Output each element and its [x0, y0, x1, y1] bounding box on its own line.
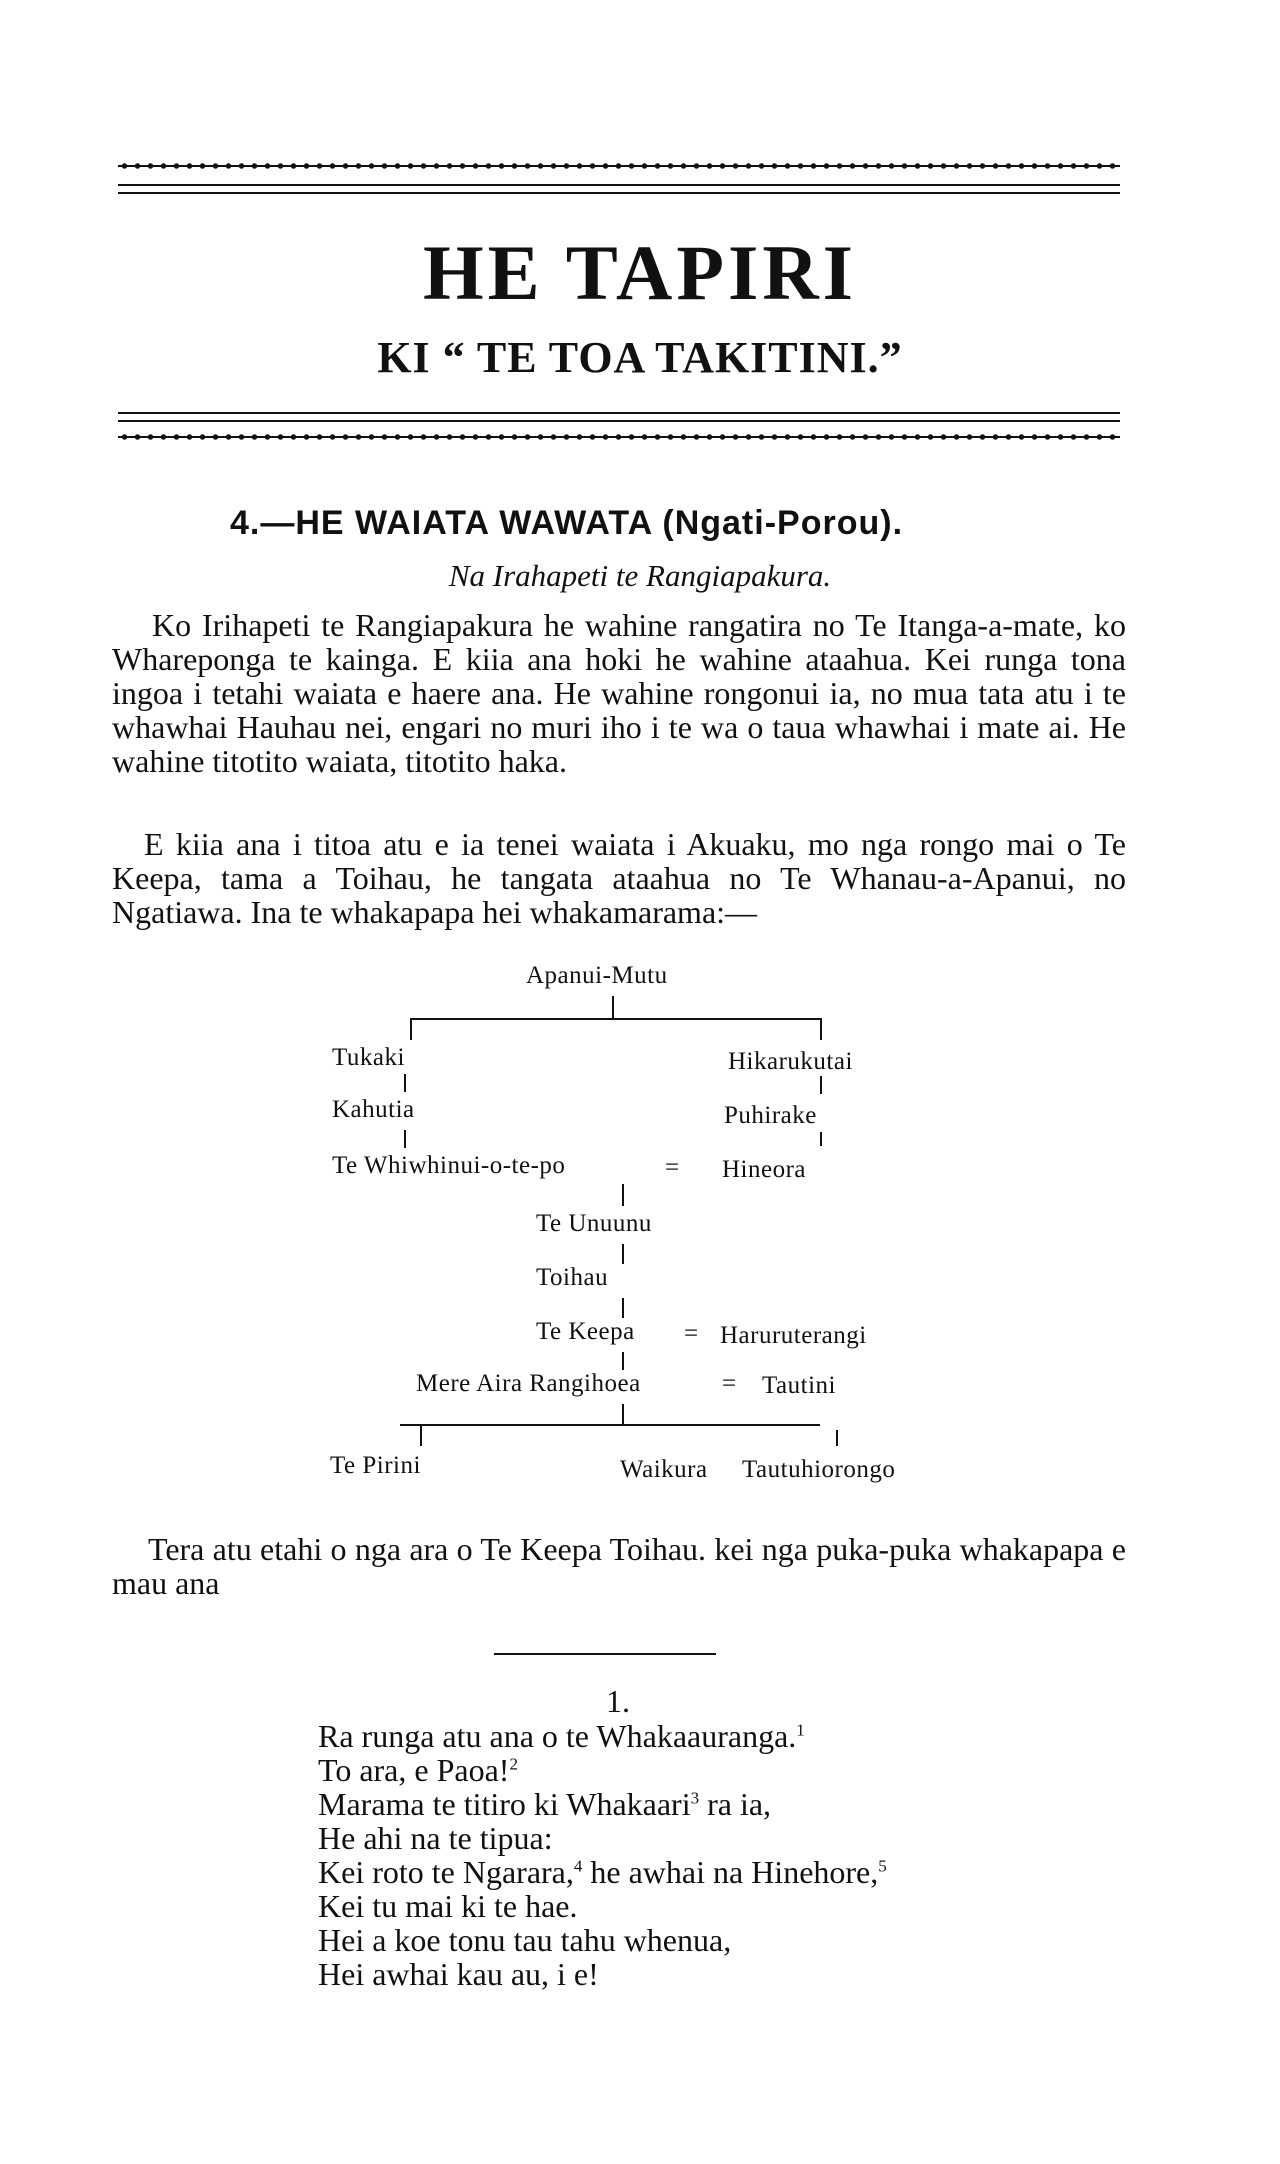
section-heading: 4.—HE WAIATA WAWATA (Ngati-Porou). — [230, 504, 904, 542]
verse-text: Kei tu mai ki te hae. — [318, 1888, 578, 1924]
gen-line — [404, 1074, 406, 1092]
context-paragraph: E kiia ana i titoa atu e ia tenei waiata i Akuaku, mo nga rongo mai o Te Keepa, tama a Toihau, he tangata ataahua no Te Whanau-a-Apanui, no Ngatiawa. Ina te whakapapa hei whakamarama:— — [112, 826, 1126, 930]
bottom-ornament-rule — [118, 433, 1120, 441]
verse-line — [318, 1855, 887, 1889]
gen-line — [820, 1132, 822, 1146]
top-rule-2 — [118, 192, 1120, 194]
top-rule-1 — [118, 184, 1120, 186]
verse-text: Hei a koe tonu tau tahu whenua, — [318, 1922, 732, 1958]
gen-right-2: Puhirake — [724, 1102, 817, 1129]
verse-text: He ahi na te tipua: — [318, 1820, 553, 1856]
gen-line — [820, 1018, 822, 1040]
gen-line — [410, 1018, 822, 1020]
stanza-number: 1. — [606, 1683, 630, 1719]
gen-line — [622, 1298, 624, 1318]
verse-line — [318, 1889, 887, 1923]
verse-text: Marama te titiro ki Whakaari — [318, 1786, 691, 1822]
gen-line — [410, 1018, 412, 1040]
gen-right-1: Hikarukutai — [728, 1048, 853, 1075]
verse-text: Kei roto te Ngarara, — [318, 1854, 574, 1890]
gen-descent-3: Te Keepa — [536, 1318, 635, 1345]
intro-paragraph: Ko Irihapeti te Rangiapakura he wahine rangatira no Te Itanga-a-mate, ko Whareponga te kainga. E kiia ana hoki he wahine ataahua. Kei runga tona ingoa i tetahi waiata e haere ana. He wahine rongonui ia, no mua tata atu i te whawhai Hauhau nei, engari no muri iho i te wa o taua whawhai i mate ai. He wahine titotito waiata, titotito haka. — [112, 607, 1126, 779]
bottom-rule-1 — [118, 412, 1120, 414]
footnote-mark: 1 — [796, 1720, 805, 1740]
bottom-rule-2 — [118, 420, 1120, 422]
gen-spouse-2: Tautini — [762, 1372, 836, 1399]
verse-line — [318, 1787, 887, 1821]
verse-text: ra ia, — [699, 1786, 772, 1822]
footnote-mark: 4 — [573, 1856, 583, 1876]
gen-left-1: Tukaki — [332, 1044, 405, 1071]
gen-spouse-1: Haruruterangi — [720, 1322, 867, 1349]
closing-paragraph: Tera atu etahi o nga ara o Te Keepa Toihau. kei nga puka-puka whakapapa e mau ana — [112, 1531, 1126, 1601]
gen-line — [820, 1076, 822, 1094]
song-verse — [318, 1719, 887, 1991]
gen-left-3: Te Whiwhinui-o-te-po — [332, 1152, 566, 1179]
verse-line — [318, 1821, 887, 1855]
gen-line — [836, 1430, 838, 1446]
page-subtitle: KI “ TE TOA TAKITINI.” — [377, 333, 903, 382]
verse-line — [318, 1719, 887, 1753]
footnote-mark: 3 — [690, 1788, 700, 1808]
gen-descent-2: Toihau — [536, 1264, 609, 1291]
gen-line — [612, 996, 614, 1018]
gen-marriage-sign-3: = — [722, 1370, 737, 1397]
verse-line — [318, 1923, 887, 1957]
gen-line — [622, 1184, 624, 1206]
gen-child: Mere Aira Rangihoea — [416, 1370, 641, 1397]
verse-text: he awhai na Hinehore, — [582, 1854, 879, 1890]
gen-line — [400, 1424, 820, 1426]
gen-grandchild-2: Waikura — [620, 1456, 708, 1483]
gen-line — [622, 1244, 624, 1264]
gen-marriage-sign-2: = — [684, 1320, 699, 1347]
footnote-mark: 5 — [878, 1856, 887, 1876]
gen-descent-1: Te Unuunu — [536, 1210, 652, 1237]
gen-grandchild-3: Tautuhiorongo — [742, 1456, 896, 1483]
gen-grandchild-1: Te Pirini — [330, 1452, 421, 1479]
verse-text: Hei awhai kau au, i e! — [318, 1956, 599, 1992]
gen-line — [622, 1352, 624, 1370]
gen-line — [420, 1424, 422, 1446]
verse-text: Ra runga atu ana o te Whakaauranga. — [318, 1718, 797, 1754]
verse-line — [318, 1957, 887, 1991]
author-line: Na Irahapeti te Rangiapakura. — [448, 558, 832, 593]
gen-line — [622, 1404, 624, 1424]
page-title: HE TAPIRI — [422, 229, 858, 316]
footnote-mark: 2 — [509, 1754, 518, 1774]
gen-marriage-sign: = — [665, 1154, 680, 1181]
section-divider — [494, 1653, 716, 1655]
gen-line — [404, 1130, 406, 1148]
verse-text: To ara, e Paoa! — [318, 1752, 510, 1788]
top-ornament-rule — [118, 162, 1120, 170]
gen-left-2: Kahutia — [332, 1096, 415, 1123]
gen-apex: Apanui-Mutu — [526, 962, 668, 989]
gen-right-3: Hineora — [722, 1156, 807, 1183]
verse-line — [318, 1753, 887, 1787]
